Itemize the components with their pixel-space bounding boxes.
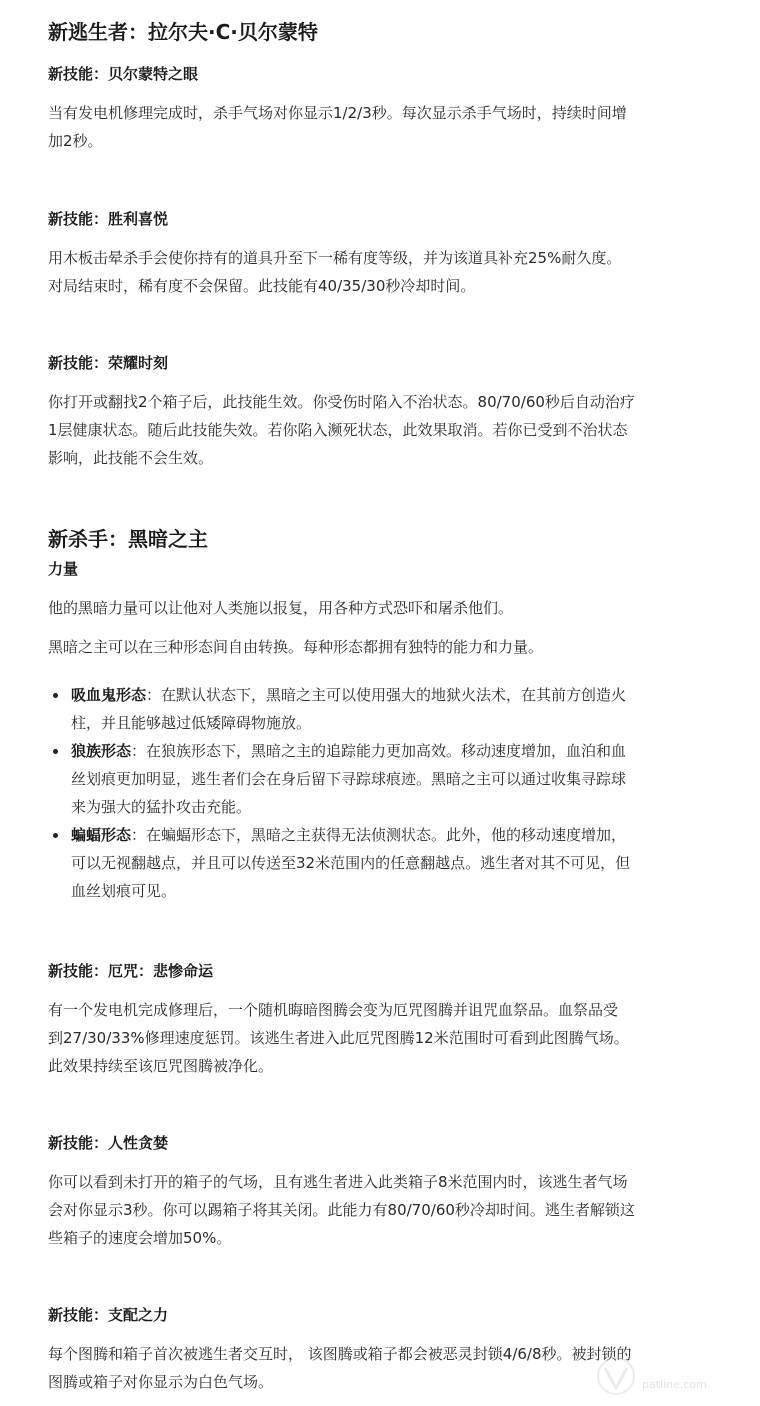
form-text: ：在狼族形态下，黑暗之主的追踪能力更加高效。移动速度增加，血泊和血: [131, 742, 627, 760]
perk-description: [48, 388, 713, 472]
watermark-logo-icon: [596, 1356, 636, 1396]
perk-description-line: 你可以看到未打开的箱子的气场，且有逃生者进入此类箱子8米范围内时，该逃生者气场: [48, 1173, 628, 1191]
perk-description-line: 你打开或翻找2个箱子后，此技能生效。你受伤时陷入不治状态。80/70/60秒后自动治疗: [48, 393, 635, 411]
form-text: 来为强大的猛扑攻击充能。: [71, 798, 252, 816]
list-item: [48, 737, 713, 821]
perk-description-line: 加2秒。: [48, 132, 103, 150]
form-text: 可以无视翻越点，并且可以传送至32米范围内的任意翻越点。逃生者对其不可见，但: [71, 854, 631, 872]
killer-title: 新杀手：黑暗之主: [48, 527, 208, 551]
form-name: 狼族形态: [71, 742, 132, 760]
perk-description-line: 每个图腾和箱子首次被逃生者交互时， 该图腾或箱子都会被恶灵封锁4/6/8秒。被封锁的: [48, 1345, 632, 1363]
perk-description-line: 影响，此技能不会生效。: [48, 449, 214, 467]
survivor-title: 新逃生者：拉尔夫·C·贝尔蒙特: [48, 20, 318, 44]
perk-description-line: 此效果持续至该厄咒图腾被净化。: [48, 1057, 274, 1075]
form-name: 吸血鬼形态: [71, 686, 147, 704]
perk-description-line: 当有发电机修理完成时，杀手气场对你显示1/2/3秒。每次显示杀手气场时，持续时间增: [48, 104, 627, 122]
power-heading: 力量: [48, 560, 79, 578]
form-text: ：在默认状态下，黑暗之主可以使用强大的地狱火法术，在其前方创造火: [146, 686, 627, 704]
perk-description-line: 1层健康状态。随后此技能失效。若你陷入濒死状态，此效果取消。若你已受到不治状态: [48, 421, 628, 439]
perk-description-line: 会对你显示3秒。你可以踢箱子将其关闭。此能力有80/70/60秒冷却时间。逃生者解锁这: [48, 1201, 635, 1219]
perk-heading: 新技能：荣耀时刻: [48, 354, 169, 372]
perk-description-line: 对局结束时，稀有度不会保留。此技能有40/35/30秒冷却时间。: [48, 277, 476, 295]
perk-description: [48, 1168, 713, 1252]
perk-heading: 新技能：支配之力: [48, 1306, 169, 1324]
forms-list: [48, 681, 713, 905]
form-text: ：在蝙蝠形态下，黑暗之主获得无法侦测状态。此外，他的移动速度增加，: [131, 826, 627, 844]
form-text: 丝划痕更加明显，逃生者们会在身后留下寻踪球痕迹。黑暗之主可以通过收集寻踪球: [71, 770, 627, 788]
perk-description-line: 到27/30/33%修理速度惩罚。该逃生者进入此厄咒图腾12米范围时可看到此图腾气场。: [48, 1029, 629, 1047]
perk-description: [48, 996, 713, 1080]
perk-description: [48, 99, 713, 155]
perk-description-line: 些箱子的速度会增加50%。: [48, 1229, 232, 1247]
form-text: 柱，并且能够越过低矮障碍物施放。: [71, 714, 312, 732]
form-name: 蝙蝠形态: [71, 826, 132, 844]
perk-heading: 新技能：胜利喜悦: [48, 210, 169, 228]
perk-description-line: 用木板击晕杀手会使你持有的道具升至下一稀有度等级，并为该道具补充25%耐久度。: [48, 249, 622, 267]
form-text: 血丝划痕可见。: [71, 882, 177, 900]
power-description: 他的黑暗力量可以让他对人类施以报复，用各种方式恐吓和屠杀他们。: [48, 599, 514, 617]
watermark: [596, 1354, 746, 1400]
perk-description: [48, 244, 713, 300]
perk-heading: 新技能：厄咒：悲惨命运: [48, 962, 214, 980]
perk-description-line: 有一个发电机完成修理后，一个随机晦暗图腾会变为厄咒图腾并诅咒血祭品。血祭品受: [48, 1001, 619, 1019]
power-description: 黑暗之主可以在三种形态间自由转换。每种形态都拥有独特的能力和力量。: [48, 638, 544, 656]
watermark-text: patline.com: [642, 1378, 707, 1391]
perk-heading: 新技能：人性贪婪: [48, 1134, 169, 1152]
list-item: [48, 681, 713, 737]
perk-description-line: 图腾或箱子对你显示为白色气场。: [48, 1373, 274, 1391]
list-item: [48, 821, 713, 905]
perk-heading: 新技能：贝尔蒙特之眼: [48, 65, 199, 83]
